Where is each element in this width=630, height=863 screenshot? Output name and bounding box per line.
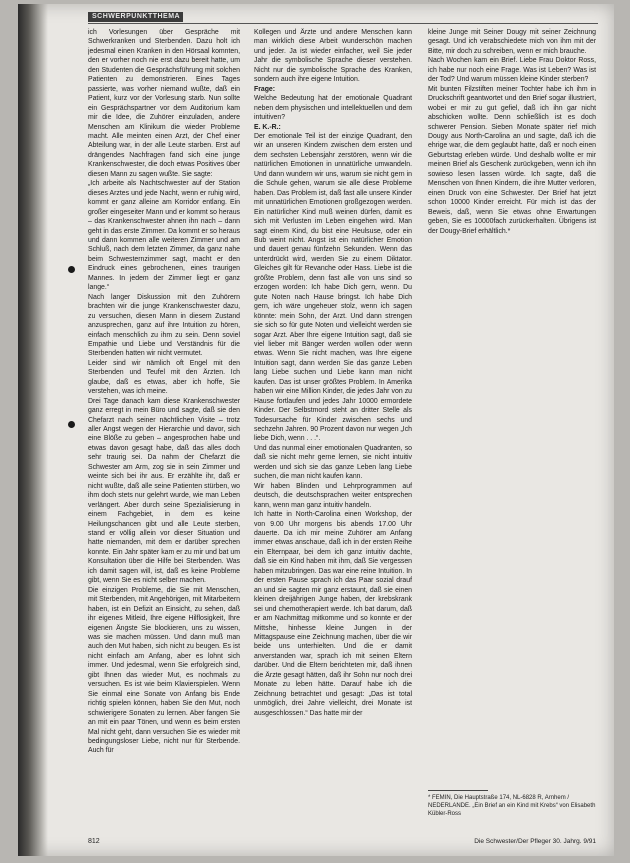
header-rule	[88, 23, 598, 24]
footnote	[428, 794, 596, 818]
page-number: 812	[88, 838, 100, 845]
paragraph: „Ich arbeite als Nachtschwester auf der Station dieses Arztes und jede Nacht, wenn er ruhig wird, kommt er ganz alleine am Korridor entlang. Ein großer eingeseiter Mann und er kommt so heraus – das Krankenschwester ahnen ihn nach – dann geht in das erste Zimmer. Da kommt er so heraus und dann kommen alle weiteren Zimmer und am Schluß, nach dem letzten Zimmer, da ganz nahe beim Schwesternzimmer sagt, macht er den Eindruck eines gebrochenen, eines traurigen Mannes. In jedem der Zimmer liegt er ganz lange.“	[88, 180, 240, 292]
paragraph: ich Vorlesungen über Gespräche mit Schwerkranken und Sterbenden. Dazu holt ich jedesmal einen Kranken in den Hörsaal komnten, den er vorher noch nie erst dazu bereit hatte, um den Studenten die Gesprächsführung mit solchen Patienten zu demonstrieren. Eines Tages passierte, was vorher niemand wußte, daß ein Patient, kurz vor der Vorlesung starb. Nun sollte ein Gesprächspartner vor dem Auditorium kam mir die Idee, die Zuhörer einzuladen, andere Menschen am Klinikum die wieder Probleme macht. Alle meinten einen Arzt, der Chef einer Abteilung war, in der alle Leute starben. Erst auf drängendes Nachfragen fand sich eine junge Krankenschwester, die doch etwas Positives über diesen Mann zu sagen wußte. Sie sagte:	[88, 29, 240, 178]
paragraph: Drei Tage danach kam diese Krankenschwester ganz erregt in mein Büro und sagte, daß sie den Chefarzt nach seiner nächtlichen Visite – trotz aller Angst wegen der Hierarchie und davor, sich eine Blöße zu geben – angesprochen habe und etwas davon gesagt habe, daß das alles doch sehr traurig sei. Da nahm der Chefarzt die Schwester am Arm, zog sie in sein Zimmer und weinte sich bei ihr aus. Er erzählte ihr, daß er nicht wußte, daß alle seine Patienten stürben, wo ihm doch stets nur gelehrt wurde, wie man Leben verlängert. Aber durch seine Spezialisierung in einem Fachgebiet, in dem es keine Heilungschancen gibt und alle Leute sterben, stand er völlig allein vor dieser Situation und hatte niemanden, mit dem er darüber sprechen konnte. Ein Jahr später kam er zu mir und bat um Konsultation über die Hilfe bei Sterbenden. Was ich damit sagen will, ist, daß es keine Probleme gibt, wenn Sie es nicht selber machen.	[88, 397, 240, 585]
footnote-text: * FEMIN, Die Hauptstraße 174, NL-6828 R, Arnhem / NEDERLANDE. „Ein Brief an ein Kind mit Krebs“ von Elisabeth Kübler-Ross	[428, 795, 596, 817]
section-label: SCHWERPUNKTTHEMA	[88, 12, 183, 22]
paragraph: Ich hatte in North-Carolina einen Workshop, der von 9.00 Uhr morgens bis abends 17.00 Uhr dauerte. Da ich mir meine Zuhörer am Anfang immer etwas anschaue, daß ich in der ersten Reihe ein Elternpaar, bei dem ich ganz intuitiv dachte, daß sie ein Kind haben mit ihm, daß Sie vergessen haben mitzubringen. Das war eine reine Intuition. In der ersten Pause sprach ich das Paar sozial drauf an und sie sagten mir ganz erstaunt, daß sie einen kleinen dreijährigen Junge haben, der krebskrank sei und chemotherapiert werde. Ich bat darum, daß er am Nachmittag mitkomme und so konnte er der Mittshe, hinhesse kleine Jungen in der Mittagspause eine Zeichnung machen, über die wir beide uns unterhielten. Und die er damit anverstanden war, sprach ich mit seinen Eltern darüber. Und die Eltern berichteten mir, daß ihnen die Ärzte gesagt hätten, daß ihr Sohn nur noch drei Monate zu leben hätte. Darauf habe ich die Zeichnung betrachtet und gesagt: „Das ist total unmöglich, drei Jahre vielleicht, drei Monate ist ausgeschlossen.“ Das hatte mir der	[254, 511, 412, 717]
paragraph: kleine Junge mit Seiner Dougy mit seiner Zeichnung gesagt. Und ich verabschiedete mich von ihm mit der Bitte, mir doch zu schreiben, wenn er mich brauche.	[428, 29, 596, 55]
paragraph: Die einzigen Probleme, die Sie mit Menschen, mit Sterbenden, mit Angehörigen, mit Mitarbeitern haben, ist ein Defizit an Einsicht, zu sehen, daß ihr eigenes Mitleid, Ihre eigene Hilflosigkeit, Ihre eigenen Ängste Sie blockieren, uns zu wissen, was sie machen müssen. Und dann muß man auch den Mut haben, sich nicht zu beugen. Es ist nicht einfach am Anfang, aber es lohnt sich immer. Und jedesmal, wenn Sie erfolgreich sind, gibt Ihnen das wieder Mut, es nochmals zu versuchen. Es ist wie beim Klavierspielen. Wenn Sie einmal eine Sonate von Anfang bis Ende richtig spielen können, haben Sie den Mut, noch schwierigere Sonaten zu lernen. Aber fangen Sie an mit ein paar Tönen, und wenn es beim ersten Mal nicht geht, dann versuchen Sie es wieder mit bedingungsloser Liebe, nicht nur für Sterbende. Auch für	[88, 586, 240, 755]
paragraph: Leider sind wir nämlich oft Engel mit den Sterbenden und Teufel mit den Ärzten. Ich glaube, daß es etwas, aber ich hoffe, Sie verstehen, was ich meine.	[88, 359, 240, 396]
document-page	[18, 4, 614, 856]
text-column-2	[254, 28, 412, 828]
paragraph: Wir haben Blinden und Lehrprogrammen auf deutsch, die deutschsprachen weiter entsprechen kann, wenn man ganz intuitiv handeln.	[254, 482, 412, 509]
paragraph: Nach langer Diskussion mit den Zuhörern brachten wir die junge Krankenschwester dazu, zu versuchen, diesen Mann in diesem Zustand anzusprechen, ganz auf ihre Intuition zu hören, einfach menschlich zu ihm zu sein. Denn soviel Empathie und Liebe und Verständnis für die Sterbenden hatten wir nicht vermutet.	[88, 293, 240, 358]
answer-label: E. K.-R.:	[254, 123, 281, 131]
paragraph: Nach Wochen kam ein Brief. Liebe Frau Doktor Ross, ich habe nur noch eine Frage. Was ist Leben? Was ist der Tod? Und warum müssen kleine Kinder sterben?	[428, 57, 596, 84]
paragraph: Und das nunmal einer emotionalen Quadranten, so daß sie nicht mehr gerne lernen, sie nicht intuitiv werden und sich sie das ganze Leben lang Liebe suchen, die man nicht kaufen kann.	[254, 444, 412, 481]
text-column-3	[428, 28, 596, 268]
paragraph: Mit bunten Filzstiften meiner Tochter habe ich ihm in Druckschrift geantwortet und den Brief sogar illustriert, wobei er mir zu gut gefiel, daß ich ihn gar nicht abschicken wollte. Denn schließlich ist es doch schwerer Pension. Sieben Monate später rief mich Dougy aus North-Carolina an und sagte, daß ich die ehrige war, die dem geglaubt hatte, daß er noch einen Geburtstag erleben würde. Und deshalb wollte er mir meinen Brief als Geschenk zurückgeben, wenn ich ihn sowieso lesen lassen würde. Ich sagte, daß die Menschen von Ihnen Kindern, die ihre Mutter verloren, einen Druck von eine Schwester. Der Brief hat jetzt schon 10000 Kinder erreicht. Für mich ist das der Beweis, daß, wenn Sie etwas ohne Erwartungen geben, Sie es 10000fach zurückerhalten. Übrigens ist der Dougy-Brief erhältlich.*	[428, 85, 596, 235]
footer-source: Die Schwester/Der Pfleger 30. Jahrg. 9/91	[474, 838, 596, 845]
paragraph: Der emotionale Teil ist der einzige Quadrant, den wir an unseren Kindern zwischen dem ersten und dem sechsten Lebensjahr zerstören, wenn wir die natürlichen Emotionen in unnatürliche umwandeln. Und dann wundern wir uns, warum sie nicht gern in die Schule gehen, warum sie alle diese Probleme haben. Das Problem ist, daß fast alle unsere Kinder mit unnatürlichen Emotionen großgezogen werden. Ein natürlicher Kind muß weinen dürfen, damit es sich mit Verlusten im Leben eingehen wird. Man sagt einem Kind, du bist eine Heulsuse, oder ein Bub weint nicht. Angst ist ein natürlicher Emotion und dauert genau fünfzehn Sekunden. Wenn das unterdrückt wird, werden Sie zu einem Diktator. Gleiches gilt für Revanche oder Hass. Liebe ist die größte Problem, denn fast alle von uns sind so erzogen worden: Ich habe Dich gern, wenn. Du gute Noten nach Hause bringst. Ich habe Dich gern, ich wäre ungeheuer stolz, wenn ich sagen könnte: mein Sohn, der Arzt. Und dann strengen sie sich so für gute Noten und vielleicht werden sie sogar Arzt. Aber Ihre eigene Intuition sagt, daß sie viel lieber mit Bänger werden wollen oder wenn etwas. Wenn Sie nicht machen, was Ihre eigene Intuition sagt, dann werden Sie das ganze Leben lang Liebe suchen und Liebe kann man nicht kaufen. Das ist unser größtes Problem. In Amerika haben wir eine Million Kinder, die jedes Jahr von zu Hause fortlaufen und jedes Jahr 10000 ermordete Kinder. Der Selbstmord steht an dritter Stelle als Todesursache für Kinder zwischen sechs und sechzehn Jahren. 90 Prozent davon nur wegen „Ich liebe Dich, wenn . . .“.	[254, 132, 412, 443]
paragraph: Kollegen und Ärzte und andere Menschen kann man wirklich diese Arbeit wunderschön machen und jeder. Ja ist wieder einfacher, weil Sie jeder Jahr die symbolische Sprache dieser verstehen. Nicht nur die symbolische Sprache des Kranken, sondern auch ihre eigene Intuition.	[254, 29, 412, 84]
footnote-rule	[428, 790, 488, 791]
binding-shadow	[18, 4, 48, 856]
punch-hole-mark	[68, 266, 75, 273]
paragraph: Welche Bedeutung hat der emotionale Quadrant neben dem physischen und intellektuellen und dem intuitiven?	[254, 95, 412, 122]
text-column-1	[88, 28, 240, 828]
question-label: Frage:	[254, 85, 276, 93]
punch-hole-mark	[68, 421, 75, 428]
